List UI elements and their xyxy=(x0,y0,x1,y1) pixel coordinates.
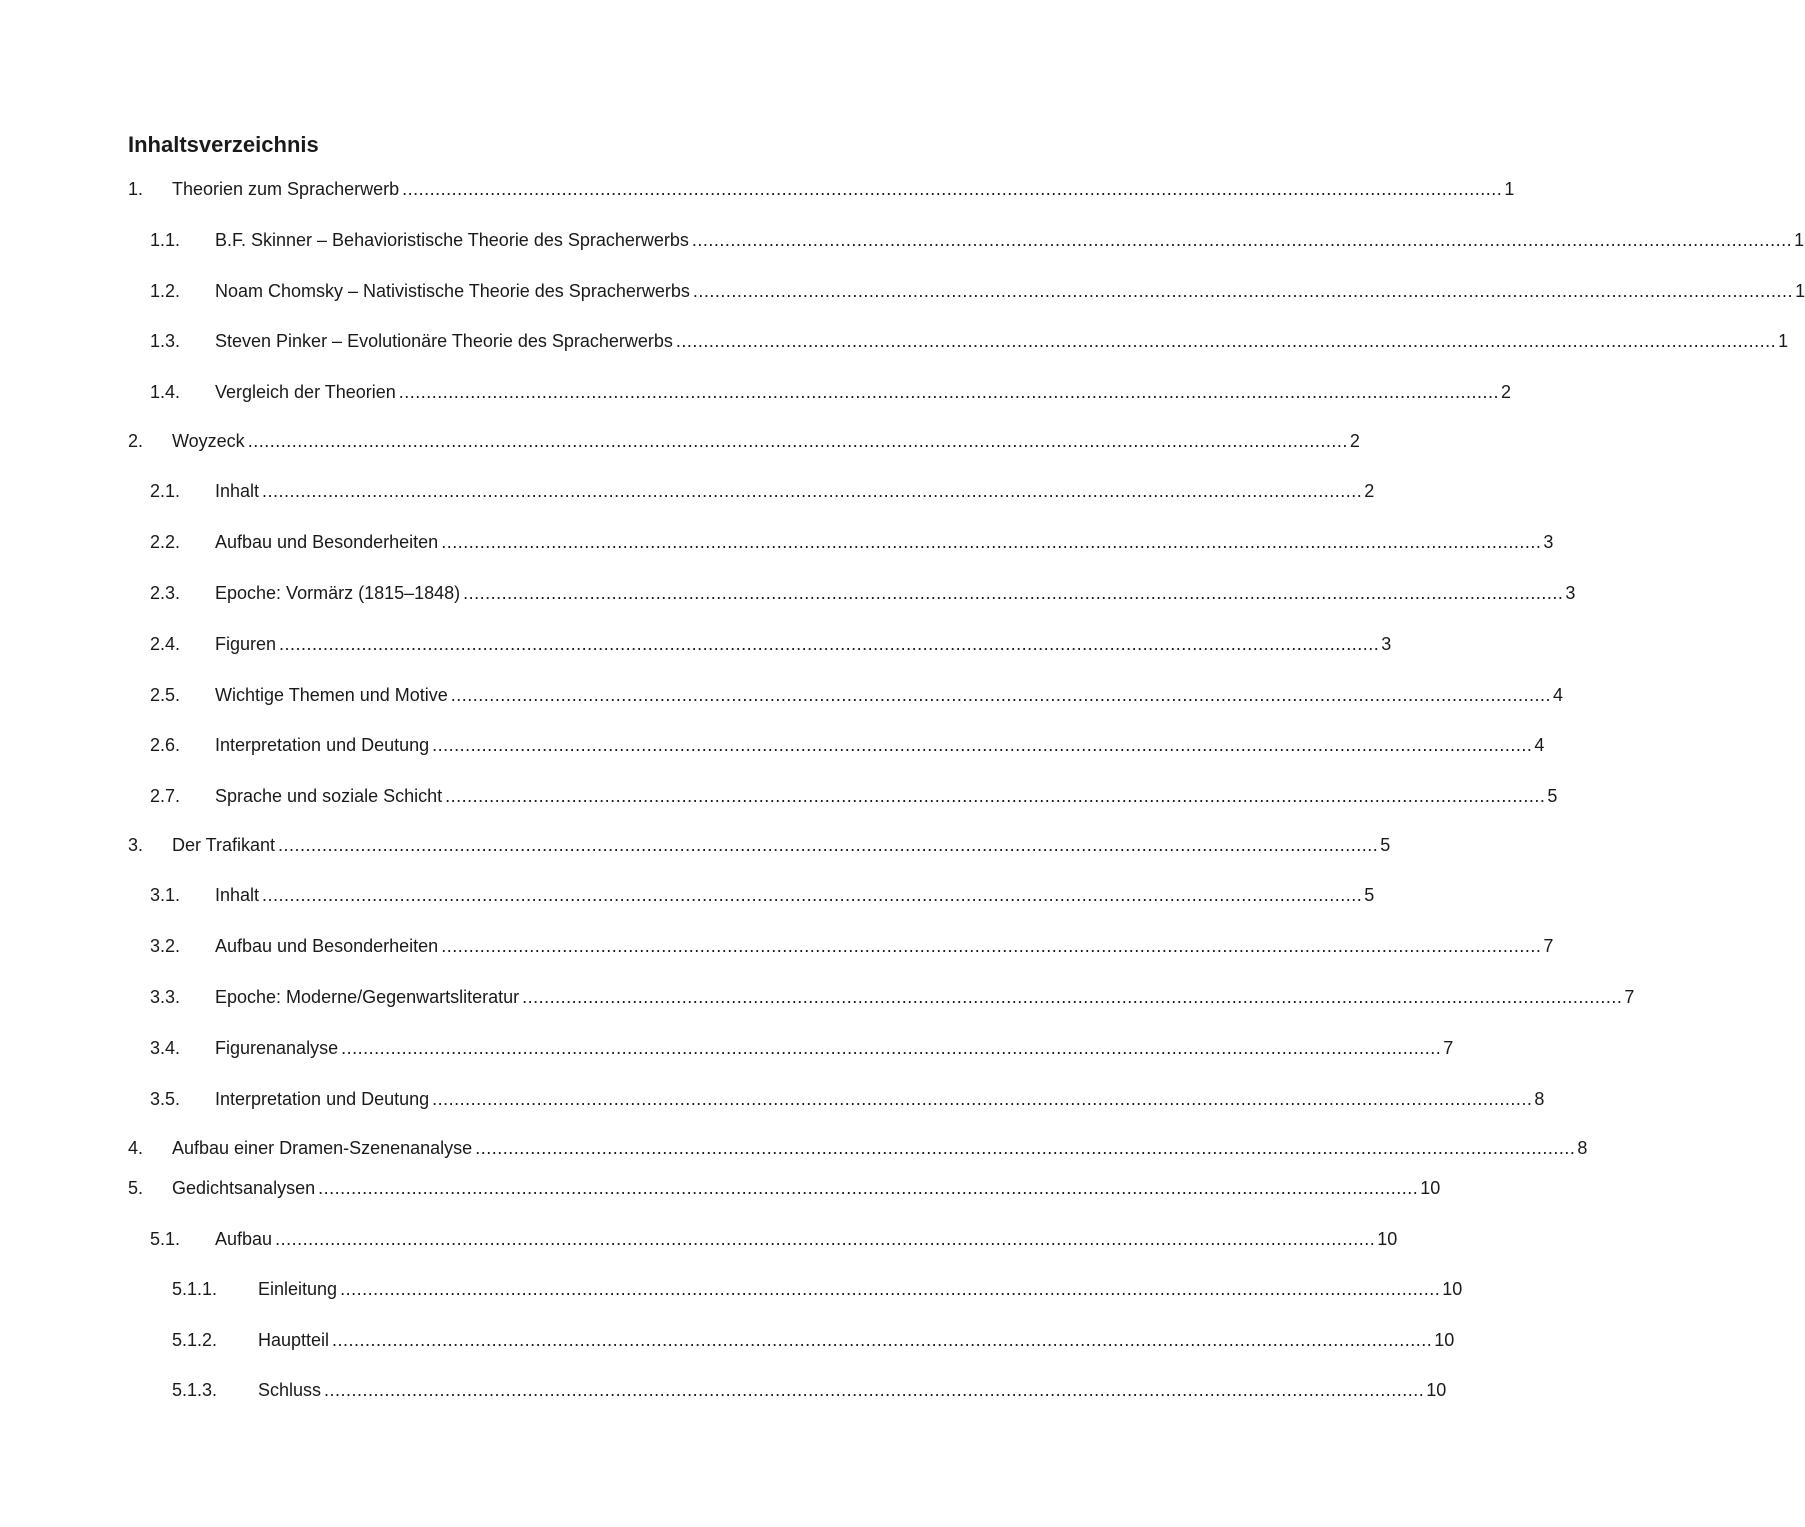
toc-entry-label: Interpretation und Deutung xyxy=(215,1089,430,1109)
toc-entry-page: 3 xyxy=(1381,634,1392,654)
dot-leader: ........................................................................................................................................................................................................ xyxy=(450,685,1551,705)
toc-entry-number: 5.1.2. xyxy=(172,1330,218,1350)
toc-entry-number: 2.7. xyxy=(150,786,181,806)
dot-leader: ........................................................................................................................................................................................................ xyxy=(278,835,1379,855)
toc-entry-1-1[interactable] xyxy=(0,227,1805,253)
toc-entry-page: 5 xyxy=(1547,786,1558,806)
dot-leader: ........................................................................................................................................................................................................ xyxy=(522,987,1623,1007)
toc-entry-label: Figuren xyxy=(215,634,277,654)
toc-entry-label: Steven Pinker – Evolutionäre Theorie des Spracherwerbs xyxy=(215,331,673,351)
toc-entry-number: 1.3. xyxy=(150,331,181,351)
toc-entry-number: 1.4. xyxy=(150,382,181,402)
dot-leader: ........................................................................................................................................................................................................ xyxy=(692,281,1794,301)
toc-entry-page: 4 xyxy=(1552,685,1563,705)
toc-entry-5[interactable] xyxy=(0,1175,1441,1201)
toc-entry-2-7[interactable] xyxy=(0,783,1558,809)
toc-entry-page: 8 xyxy=(1577,1138,1588,1158)
dot-leader: ........................................................................................................................................................................................................ xyxy=(691,230,1793,250)
dot-leader: ........................................................................................................................................................................................................ xyxy=(445,786,1546,806)
toc-entry-2-4[interactable] xyxy=(0,631,1392,657)
toc-entry-1-4[interactable] xyxy=(0,379,1512,405)
toc-entry-5-1-3[interactable] xyxy=(0,1377,1447,1403)
toc-entry-5-1[interactable] xyxy=(0,1226,1398,1252)
toc-entry-page: 1 xyxy=(1778,331,1789,351)
dot-leader: ........................................................................................................................................................................................................ xyxy=(432,735,1533,755)
toc-entry-label: Hauptteil xyxy=(258,1330,330,1350)
toc-entry-label: Interpretation und Deutung xyxy=(215,735,430,755)
toc-entry-page: 7 xyxy=(1543,936,1554,956)
toc-entry-label: Wichtige Themen und Motive xyxy=(215,685,448,705)
toc-entry-2-2[interactable] xyxy=(0,529,1554,555)
toc-entry-number: 2.3. xyxy=(150,583,181,603)
toc-entry-2[interactable] xyxy=(0,428,1360,454)
toc-entry-2-6[interactable] xyxy=(0,732,1545,758)
toc-entry-number: 3.3. xyxy=(150,987,181,1007)
toc-entry-1-3[interactable] xyxy=(0,328,1789,354)
dot-leader: ........................................................................................................................................................................................................ xyxy=(247,431,1348,451)
dot-leader: ........................................................................................................................................................................................................ xyxy=(262,885,1363,905)
toc-entry-page: 1 xyxy=(1795,281,1805,301)
toc-entry-number: 2.5. xyxy=(150,685,181,705)
dot-leader: ........................................................................................................................................................................................................ xyxy=(432,1089,1533,1109)
toc-entry-number: 5. xyxy=(128,1178,144,1198)
dot-leader: ........................................................................................................................................................................................................ xyxy=(324,1380,1425,1400)
toc-entry-label: Woyzeck xyxy=(172,431,245,451)
toc-entry-label: Aufbau einer Dramen-Szenenanalyse xyxy=(172,1138,473,1158)
toc-entry-page: 7 xyxy=(1624,987,1635,1007)
toc-entry-page: 10 xyxy=(1377,1229,1398,1249)
dot-leader: ........................................................................................................................................................................................................ xyxy=(463,583,1564,603)
dot-leader: ........................................................................................................................................................................................................ xyxy=(279,634,1380,654)
toc-entry-3-3[interactable] xyxy=(0,984,1635,1010)
toc-entry-2-1[interactable] xyxy=(0,478,1375,504)
toc-entry-page: 1 xyxy=(1504,179,1515,199)
dot-leader: ........................................................................................................................................................................................................ xyxy=(398,382,1499,402)
toc-entry-3-4[interactable] xyxy=(0,1035,1454,1061)
toc-entry-number: 2.1. xyxy=(150,481,181,501)
toc-entry-2-5[interactable] xyxy=(0,682,1563,708)
toc-entry-label: B.F. Skinner – Behavioristische Theorie des Spracherwerbs xyxy=(215,230,689,250)
toc-entry-page: 7 xyxy=(1443,1038,1454,1058)
toc-entry-number: 3.1. xyxy=(150,885,181,905)
dot-leader: ........................................................................................................................................................................................................ xyxy=(340,1279,1441,1299)
toc-entry-label: Sprache und soziale Schicht xyxy=(215,786,443,806)
toc-entry-page: 10 xyxy=(1426,1380,1447,1400)
toc-entry-number: 5.1.3. xyxy=(172,1380,218,1400)
toc-entry-3-1[interactable] xyxy=(0,882,1375,908)
dot-leader: ........................................................................................................................................................................................................ xyxy=(318,1178,1419,1198)
toc-entry-number: 3.5. xyxy=(150,1089,181,1109)
dot-leader: ........................................................................................................................................................................................................ xyxy=(675,331,1777,351)
toc-entry-5-1-2[interactable] xyxy=(0,1327,1455,1353)
dot-leader: ........................................................................................................................................................................................................ xyxy=(262,481,1363,501)
toc-entry-label: Einleitung xyxy=(258,1279,338,1299)
toc-entry-label: Epoche: Vormärz (1815–1848) xyxy=(215,583,461,603)
toc-entry-label: Aufbau xyxy=(215,1229,273,1249)
toc-entry-page: 3 xyxy=(1565,583,1576,603)
dot-leader: ........................................................................................................................................................................................................ xyxy=(441,936,1542,956)
toc-entry-page: 10 xyxy=(1442,1279,1463,1299)
toc-entry-number: 1.2. xyxy=(150,281,181,301)
toc-entry-number: 2.2. xyxy=(150,532,181,552)
toc-entry-label: Aufbau und Besonderheiten xyxy=(215,936,439,956)
toc-entry-label: Noam Chomsky – Nativistische Theorie des Spracherwerbs xyxy=(215,281,690,301)
toc-entry-label: Gedichtsanalysen xyxy=(172,1178,316,1198)
toc-entry-1-2[interactable] xyxy=(0,278,1805,304)
toc-entry-label: Inhalt xyxy=(215,481,260,501)
toc-entry-number: 5.1. xyxy=(150,1229,181,1249)
toc-entry-number: 2.6. xyxy=(150,735,181,755)
dot-leader: ........................................................................................................................................................................................................ xyxy=(441,532,1542,552)
toc-entry-page: 2 xyxy=(1364,481,1375,501)
toc-entry-number: 3.2. xyxy=(150,936,181,956)
toc-entry-page: 8 xyxy=(1534,1089,1545,1109)
toc-entry-label: Theorien zum Spracherwerb xyxy=(172,179,400,199)
toc-entry-page: 2 xyxy=(1501,382,1512,402)
toc-entry-page: 2 xyxy=(1349,431,1360,451)
toc-entry-page: 4 xyxy=(1534,735,1545,755)
toc-entry-number: 1.1. xyxy=(150,230,181,250)
toc-entry-page: 1 xyxy=(1794,230,1805,250)
toc-entry-2-3[interactable] xyxy=(0,580,1576,606)
toc-entry-number: 2. xyxy=(128,431,144,451)
toc-entry-label: Epoche: Moderne/Gegenwartsliteratur xyxy=(215,987,520,1007)
toc-entry-page: 10 xyxy=(1420,1178,1441,1198)
toc-entry-label: Der Trafikant xyxy=(172,835,276,855)
toc-entry-1[interactable] xyxy=(0,176,1515,202)
toc-entry-label: Figurenanalyse xyxy=(215,1038,339,1058)
toc-title: Inhaltsverzeichnis xyxy=(128,132,319,157)
toc-entry-label: Inhalt xyxy=(215,885,260,905)
toc-entry-page: 10 xyxy=(1434,1330,1455,1350)
dot-leader: ........................................................................................................................................................................................................ xyxy=(341,1038,1442,1058)
toc-entry-3-5[interactable] xyxy=(0,1086,1545,1112)
dot-leader: ........................................................................................................................................................................................................ xyxy=(475,1138,1576,1158)
toc-entry-number: 4. xyxy=(128,1138,144,1158)
dot-leader: ........................................................................................................................................................................................................ xyxy=(332,1330,1433,1350)
toc-entry-page: 5 xyxy=(1364,885,1375,905)
toc-entry-4[interactable] xyxy=(0,1135,1588,1161)
toc-entry-label: Vergleich der Theorien xyxy=(215,382,396,402)
toc-entry-number: 3.4. xyxy=(150,1038,181,1058)
toc-entry-3[interactable] xyxy=(0,832,1391,858)
toc-entry-number: 2.4. xyxy=(150,634,181,654)
dot-leader: ........................................................................................................................................................................................................ xyxy=(275,1229,1376,1249)
dot-leader: ........................................................................................................................................................................................................ xyxy=(402,179,1503,199)
toc-entry-page: 5 xyxy=(1380,835,1391,855)
toc-entry-number: 1. xyxy=(128,179,144,199)
toc-entry-page: 3 xyxy=(1543,532,1554,552)
toc-entry-3-2[interactable] xyxy=(0,933,1554,959)
toc-entry-5-1-1[interactable] xyxy=(0,1276,1463,1302)
toc-entry-label: Schluss xyxy=(258,1380,322,1400)
toc-entry-number: 5.1.1. xyxy=(172,1279,218,1299)
toc-entry-number: 3. xyxy=(128,835,144,855)
toc-entry-label: Aufbau und Besonderheiten xyxy=(215,532,439,552)
